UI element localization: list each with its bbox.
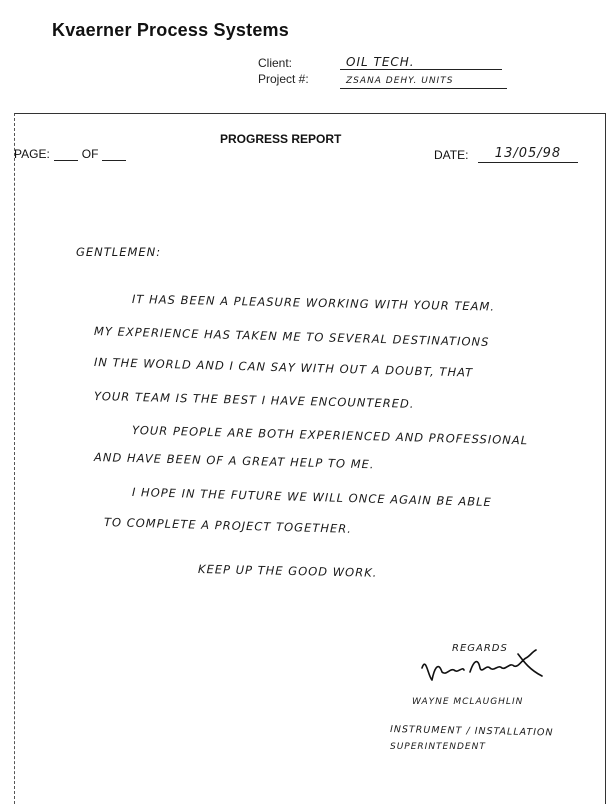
- client-value: OIL TECH.: [340, 55, 502, 70]
- page-indicator: [14, 147, 130, 161]
- letter-line: MY EXPERIENCE HAS TAKEN ME TO SEVERAL DESTINATIONS: [93, 324, 490, 350]
- page-number-blank: [54, 150, 78, 161]
- page-label: PAGE:: [14, 147, 50, 161]
- project-label: Project #:: [258, 72, 309, 86]
- letter-salutation: GENTLEMEN:: [76, 245, 162, 259]
- letter-line: TO COMPLETE A PROJECT TOGETHER.: [103, 515, 353, 536]
- handwritten-signature: [418, 646, 548, 686]
- letter-line: IN THE WORLD AND I CAN SAY WITH OUT A DOUBT, THAT: [93, 355, 474, 380]
- letter-line: KEEP UP THE GOOD WORK.: [197, 562, 378, 580]
- report-title: PROGRESS REPORT: [220, 132, 342, 146]
- signer-name: WAYNE MCLAUGHLIN: [412, 697, 524, 707]
- date-label: DATE:: [434, 148, 469, 162]
- letter-line: IT HAS BEEN A PLEASURE WORKING WITH YOUR TEAM.: [131, 292, 496, 314]
- signer-title-line-2: SUPERINTENDENT: [390, 742, 486, 752]
- project-value: ZSANA DEHY. UNITS: [340, 74, 507, 89]
- letter-line: YOUR PEOPLE ARE BOTH EXPERIENCED AND PROFESSIONAL: [131, 423, 529, 448]
- of-label: OF: [81, 147, 99, 161]
- page-total-blank: [102, 150, 126, 161]
- letter-line: YOUR TEAM IS THE BEST I HAVE ENCOUNTERED.: [93, 389, 415, 411]
- date-value: 13/05/98: [478, 146, 578, 163]
- letter-line: I HOPE IN THE FUTURE WE WILL ONCE AGAIN BE ABLE: [131, 485, 492, 510]
- company-name: Kvaerner Process Systems: [52, 20, 289, 40]
- closing-regards: REGARDS: [452, 643, 508, 654]
- letter-line: AND HAVE BEEN OF A GREAT HELP TO ME.: [93, 450, 375, 472]
- signer-title-line-1: INSTRUMENT / INSTALLATION: [389, 724, 554, 739]
- client-label: Client:: [258, 56, 293, 70]
